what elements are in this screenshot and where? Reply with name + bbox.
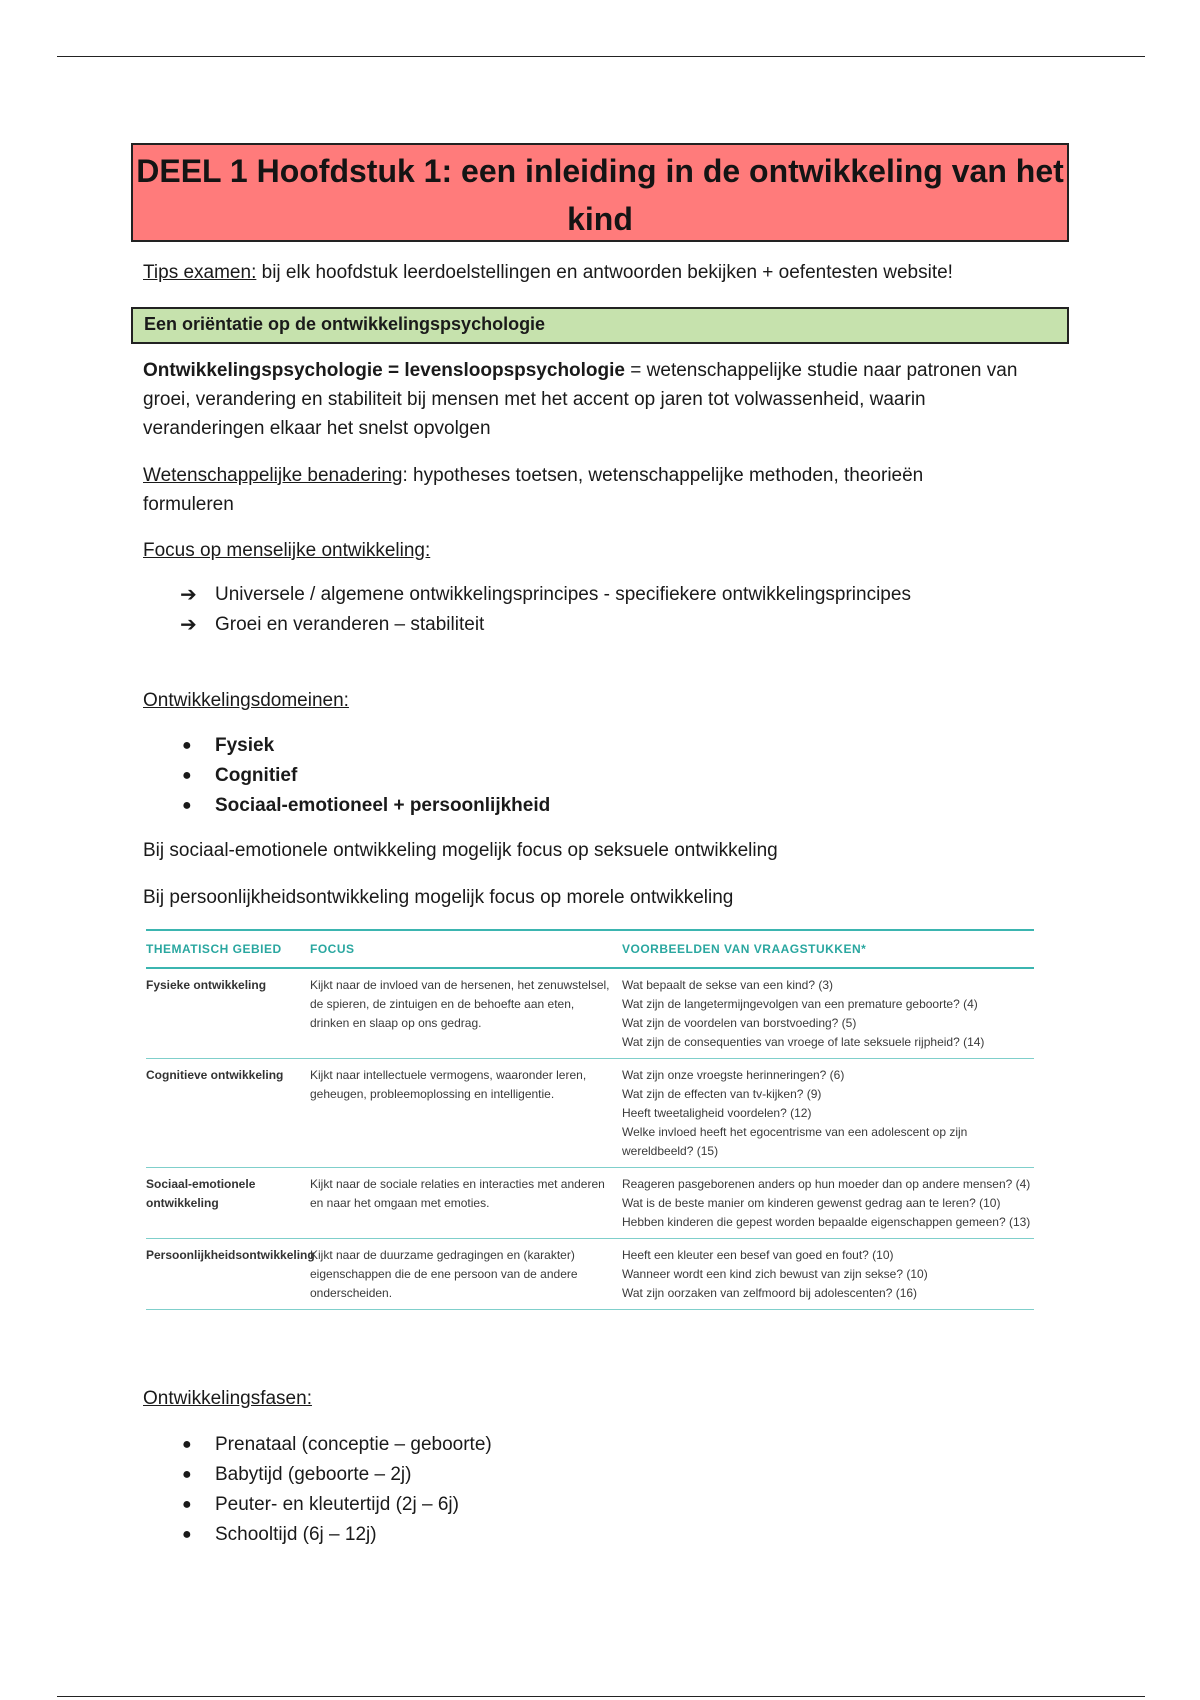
table-cell-focus: Kijkt naar de invloed van de hersenen, het zenuwstelsel, de spieren, de zintuigen en de behoefte aan eten, drinken en slaap op ons gedrag.	[310, 978, 610, 1030]
chapter-title	[131, 143, 1069, 242]
arrow-right-icon: ➔	[180, 584, 197, 606]
table-cell-focus: Kijkt naar de duurzame gedragingen en (karakter) eigenschappen die de ene persoon van de andere onderscheiden.	[310, 1248, 578, 1300]
table-cell-focus: Kijkt naar intellectuele vermogens, waaronder leren, geheugen, probleemoplossing en intelligentie.	[310, 1068, 587, 1101]
table-header-cell: THEMATISCH GEBIED	[146, 942, 282, 956]
bullet-icon: ●	[182, 1526, 192, 1543]
table-header	[146, 931, 1034, 967]
note-personality: Bij persoonlijkheidsontwikkeling mogelijk focus op morele ontwikkeling	[143, 887, 734, 908]
chapter-title-line2: kind	[567, 201, 633, 237]
list-item: ● Babytijd (geboorte – 2j)	[180, 1460, 492, 1490]
table-header-cell: VOORBEELDEN VAN VRAAGSTUKKEN*	[622, 942, 867, 956]
table-cell-area: Sociaal-emotionele ontwikkeling	[146, 1177, 256, 1210]
focus-list	[180, 580, 911, 640]
table-row	[146, 1167, 1034, 1238]
table-bottom-rule	[146, 1309, 1034, 1310]
list-item: ➔ Universele / algemene ontwikkelingsprincipes - specifiekere ontwikkelingsprincipes	[180, 580, 911, 610]
exam-tips-text: bij elk hoofdstuk leerdoelstellingen en antwoorden bekijken + oefentesten website!	[256, 262, 953, 283]
domains-heading: Ontwikkelingsdomeinen:	[143, 690, 349, 711]
table-cell-questions: Wat zijn onze vroegste herinneringen? (6) Wat zijn de effecten van tv-kijken? (9) Heeft tweetaligheid voordelen? (12) Welke invloed heeft het egocentrisme van een adolescent op zijn wereldbeeld? (15)	[622, 1068, 968, 1158]
phases-list	[180, 1430, 492, 1550]
definition-line2: groei, verandering en stabiliteit bij mensen met het accent op jaren tot volwassenheid, waarin	[143, 389, 926, 410]
table-cell-questions: Wat bepaalt de sekse van een kind? (3) Wat zijn de langetermijngevolgen van een premature geboorte? (4) Wat zijn de voordelen van borstvoeding? (5) Wat zijn de consequenties van vroege of late seksuele rijpheid? (14)	[622, 978, 985, 1049]
note-social-emotional: Bij sociaal-emotionele ontwikkeling mogelijk focus op seksuele ontwikkeling	[143, 840, 778, 861]
exam-tips-label: Tips examen:	[143, 262, 257, 283]
list-item: ● Peuter- en kleutertijd (2j – 6j)	[180, 1490, 492, 1520]
table-cell-questions: Reageren pasgeborenen anders op hun moeder dan op andere mensen? (4) Wat is de beste manier om kinderen gewenst gedrag aan te leren? (10) Hebben kinderen die gepest worden bepaalde eigenschappen gemeen? (13)	[622, 1177, 1031, 1229]
section-heading: Een oriëntatie op de ontwikkelingspsychologie	[131, 307, 1069, 344]
page-bottom-rule	[57, 1696, 1145, 1697]
table-row	[146, 969, 1034, 1058]
list-item: ➔ Groei en veranderen – stabiliteit	[180, 610, 911, 640]
list-item: ● Sociaal-emotioneel + persoonlijkheid	[180, 791, 550, 821]
phases-heading: Ontwikkelingsfasen:	[143, 1388, 312, 1409]
arrow-right-icon: ➔	[180, 614, 197, 636]
approach-line2: formuleren	[143, 494, 234, 515]
table-cell-area: Fysieke ontwikkeling	[146, 978, 267, 992]
table-cell-focus: Kijkt naar de sociale relaties en interacties met anderen en naar het omgaan met emoties.	[310, 1177, 605, 1210]
approach-paragraph	[143, 461, 1043, 519]
table-row	[146, 1058, 1034, 1167]
approach-line1: : hypotheses toetsen, wetenschappelijke methoden, theorieën	[402, 465, 924, 486]
definition-line1: = wetenschappelijke studie naar patronen van	[625, 360, 1018, 381]
domains-list	[180, 731, 550, 821]
bullet-icon: ●	[182, 797, 192, 814]
chapter-title-line1: DEEL 1 Hoofdstuk 1: een inleiding in de ontwikkeling van het	[136, 153, 1064, 189]
list-item: ● Schooltijd (6j – 12j)	[180, 1520, 492, 1550]
exam-tips	[143, 258, 1043, 287]
table-cell-area: Persoonlijkheidsontwikkeling	[146, 1248, 315, 1262]
definition-line3: veranderingen elkaar het snelst opvolgen	[143, 418, 491, 439]
list-item: ● Prenataal (conceptie – geboorte)	[180, 1430, 492, 1460]
table-cell-questions: Heeft een kleuter een besef van goed en fout? (10) Wanneer wordt een kind zich bewust van zijn sekse? (10) Wat zijn oorzaken van zelfmoord bij adolescenten? (16)	[622, 1248, 928, 1300]
table-row	[146, 1238, 1034, 1309]
bullet-icon: ●	[182, 1496, 192, 1513]
list-item: ● Cognitief	[180, 761, 550, 791]
bullet-icon: ●	[182, 767, 192, 784]
list-item: ● Fysiek	[180, 731, 550, 761]
definition-paragraph	[143, 356, 1043, 443]
domains-table	[146, 929, 1034, 1310]
approach-label: Wetenschappelijke benadering	[143, 465, 403, 486]
focus-heading: Focus op menselijke ontwikkeling:	[143, 540, 431, 561]
page-top-rule	[57, 56, 1145, 57]
table-cell-area: Cognitieve ontwikkeling	[146, 1068, 284, 1082]
table-header-cell: FOCUS	[310, 942, 355, 956]
bullet-icon: ●	[182, 1436, 192, 1453]
definition-term: Ontwikkelingspsychologie = levensloopspsychologie	[143, 360, 625, 381]
bullet-icon: ●	[182, 737, 192, 754]
bullet-icon: ●	[182, 1466, 192, 1483]
